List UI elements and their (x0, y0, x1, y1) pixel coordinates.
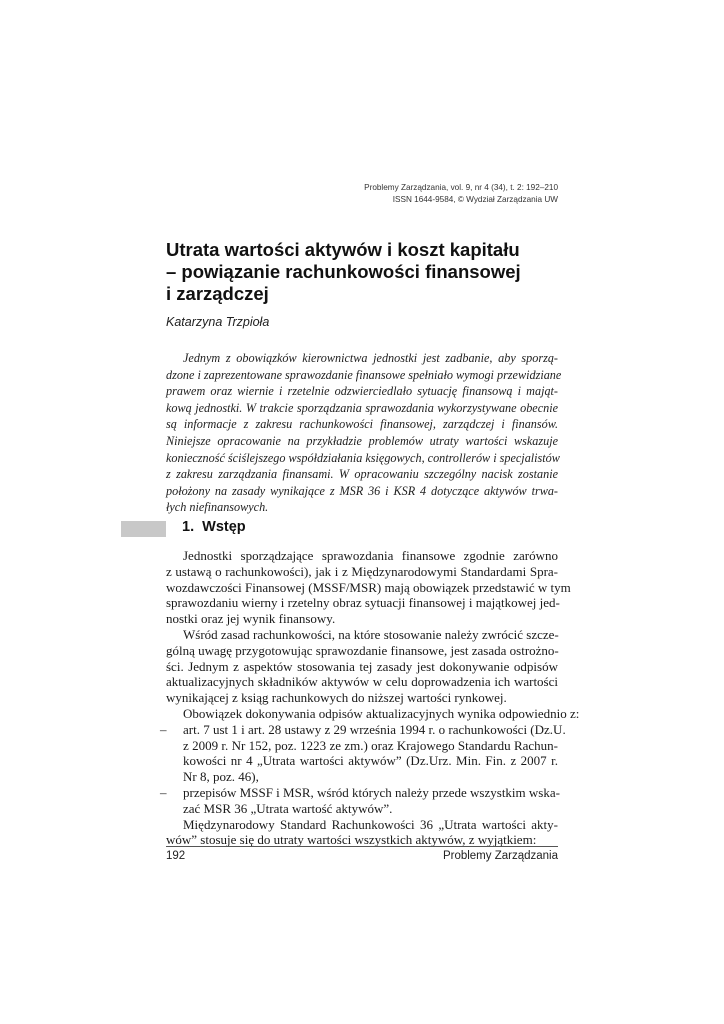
body-line: Obowiązek dokonywania odpisów aktualizacyjnych wynika odpowiednio z: (183, 705, 580, 721)
header-issn: ISSN 1644-9584, © Wydział Zarządzania UW (392, 194, 558, 204)
body-line: wynikającej z ksiąg rachunkowych do niższej wartości rynkowej. (166, 690, 507, 706)
section-title: Wstęp (202, 519, 246, 535)
abstract-line: Jednym z obowiązków kierownictwa jednostki jest zadbanie, aby sporzą- (183, 351, 558, 365)
footer-journal-name: Problemy Zarządzania (442, 850, 558, 862)
abstract-line: są informacje z zakresu rachunkowości finansowej, zarządczej i finansów. (166, 417, 558, 432)
abstract (166, 350, 562, 516)
footer-rule (166, 846, 558, 847)
list-item (160, 721, 566, 785)
journal-header (364, 182, 558, 205)
body-line: z ustawą o rachunkowości), jak i z Międzynarodowymi Standardami Spra- (166, 563, 558, 579)
article-title (166, 239, 566, 305)
section-heading (182, 519, 246, 535)
list-dash: – (160, 721, 167, 737)
body-line: ści. Jednym z aspektów stosowania tej zasady jest dokonywanie odpisów (166, 658, 558, 674)
list-dash: – (160, 784, 167, 800)
title-line: – powiązanie rachunkowości finansowej (166, 261, 521, 282)
list-item (160, 784, 560, 817)
abstract-line: prawem oraz wiernie i rzetelnie odzwierciedlało sytuację finansową i mająt- (166, 384, 558, 399)
page-number: 192 (166, 850, 186, 862)
title-line: i zarządczej (166, 283, 269, 304)
abstract-line: położony na zasady wynikające z MSR 36 i KSR 4 dotyczące aktywów trwa- (166, 483, 558, 498)
body-line: art. 7 ust 1 i art. 28 ustawy z 29 września 1994 r. o rachunkowości (Dz.U. (183, 721, 566, 737)
body-line: nostki oraz jej wynik finansowy. (166, 611, 336, 627)
author-name: Katarzyna Trzpioła (166, 315, 270, 329)
title-line: Utrata wartości aktywów i koszt kapitału (166, 239, 520, 260)
section-marker-bar (121, 521, 166, 537)
body-line: kowości nr 4 „Utrata wartości aktywów” (Dz.Urz. Min. Fin. z 2007 r. (183, 753, 558, 769)
body-line: z 2009 r. Nr 152, poz. 1223 ze zm.) oraz Krajowego Standardu Rachun- (183, 737, 558, 753)
body-line: Nr 8, poz. 46), (183, 769, 259, 785)
body-line: sprawozdaniu wierny i rzetelny obraz sytuacji finansowej i majątkowej jed- (166, 595, 560, 611)
section-number: 1. (182, 519, 195, 535)
body-line: Międzynarodowy Standard Rachunkowości 36 „Utrata wartości akty- (183, 816, 558, 832)
abstract-line: z zakresu zarządzania finansami. W opracowaniu szczególny nacisk zostanie (166, 467, 558, 482)
body-line: wozdawczości Finansowej (MSSF/MSR) mają obowiązek przedstawić w tym (166, 579, 571, 595)
abstract-line: Niniejsze opracowanie na przykładzie problemów utraty wartości wskazuje (166, 433, 558, 448)
abstract-line: łych niefinansowych. (166, 500, 269, 515)
body-line: Wśród zasad rachunkowości, na które stosowanie należy zwrócić szcze- (183, 626, 559, 642)
abstract-line: konieczność ściślejszego współdziałania księgowych, controllerów i specjalistów (166, 450, 560, 465)
body-text (160, 548, 580, 848)
abstract-line: dzone i zaprezentowane sprawozdanie finansowe spełniało wymogi przewidziane (166, 367, 562, 382)
body-line: Jednostki sporządzające sprawozdania finansowe zgodnie zarówno (183, 548, 558, 563)
body-line: zać MSR 36 „Utrata wartość aktywów”. (183, 800, 393, 816)
body-line: wów” stosuje się do utraty wartości wszystkich aktywów, z wyjątkiem: (166, 832, 537, 848)
header-citation: Problemy Zarządzania, vol. 9, nr 4 (34), t. 2: 192–210 (364, 183, 558, 192)
body-line: aktualizacyjnych składników aktywów w celu doprowadzenia ich wartości (166, 674, 558, 690)
body-line: przepisów MSSF i MSR, wśród których należy przede wszystkim wska- (183, 784, 560, 800)
abstract-line: kową jednostki. W trakcie sporządzania sprawozdania wykorzystywane obecnie (166, 400, 558, 415)
body-line: gólną uwagę przygotowując sprawozdanie finansowe, jest zasada ostrożno- (166, 642, 559, 658)
